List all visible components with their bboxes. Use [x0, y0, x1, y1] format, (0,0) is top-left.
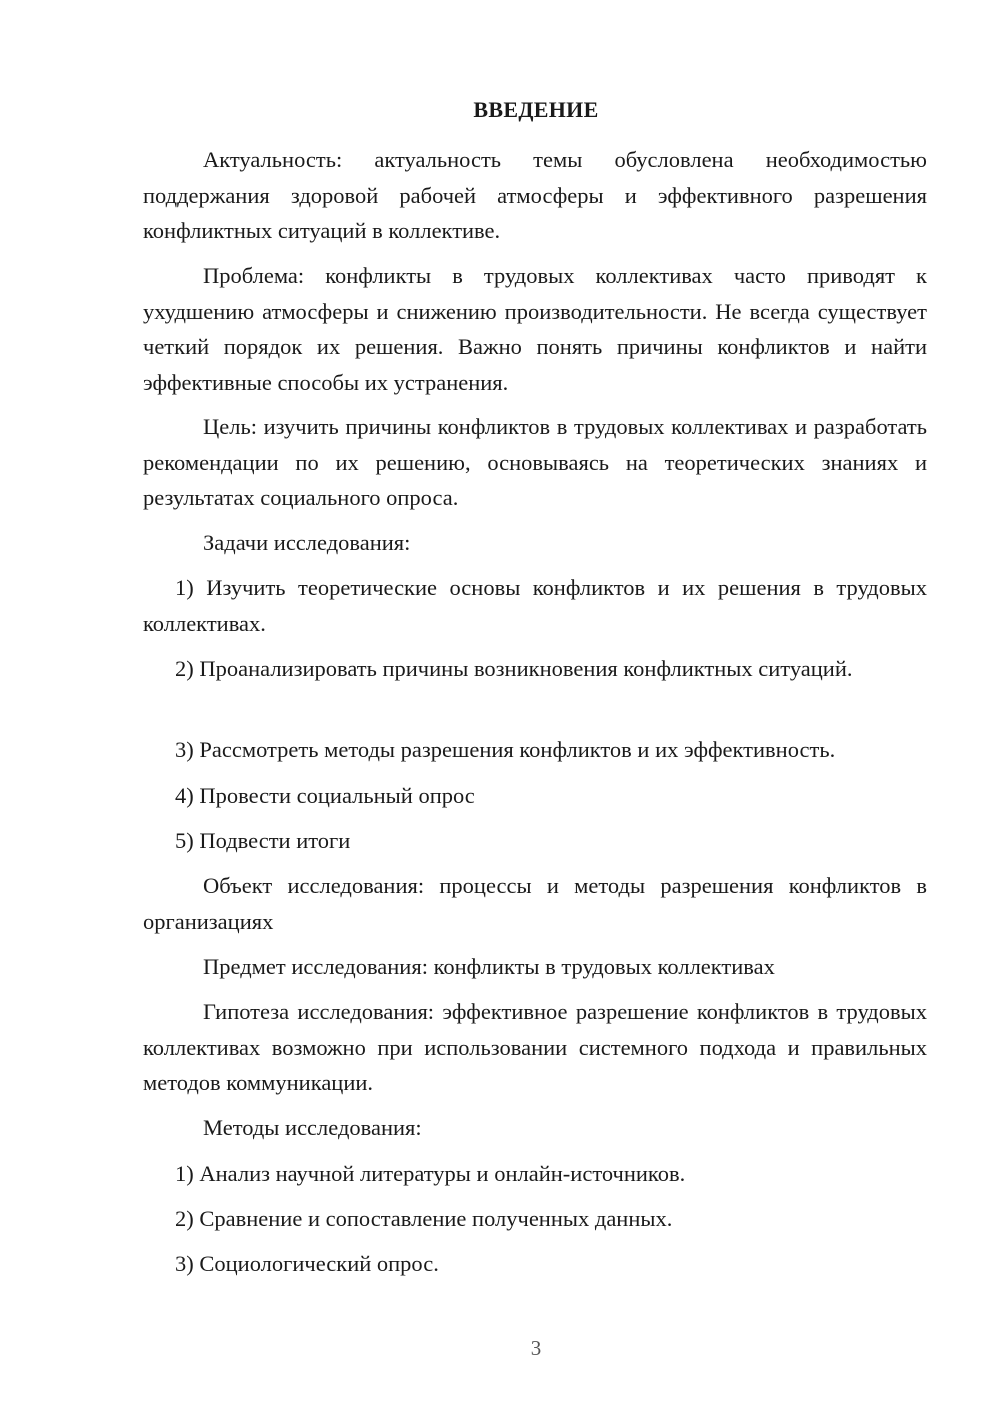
method-item-1: 1) Анализ научной литературы и онлайн-источников.	[175, 1161, 686, 1186]
hypothesis-paragraph: Гипотеза исследования: эффективное разрешение конфликтов в трудовых коллективах возможно при использовании системного подхода и правильных методов коммуникации.	[143, 999, 927, 1095]
task-item-2: 2) Проанализировать причины возникновения конфликтных ситуаций.	[175, 656, 853, 681]
goal-paragraph: Цель: изучить причины конфликтов в трудовых коллективах и разработать рекомендации по их решению, основываясь на теоретических знаниях и результатах социального опроса.	[143, 414, 927, 510]
method-item-2: 2) Сравнение и сопоставление полученных данных.	[175, 1206, 673, 1231]
task-item-3: 3) Рассмотреть методы разрешения конфликтов и их эффективность.	[175, 737, 836, 762]
subject-paragraph: Предмет исследования: конфликты в трудовых коллективах	[203, 954, 775, 979]
method-item-3: 3) Социологический опрос.	[175, 1251, 439, 1276]
task-item-4: 4) Провести социальный опрос	[175, 783, 475, 808]
object-paragraph: Объект исследования: процессы и методы разрешения конфликтов в организациях	[143, 873, 927, 934]
task-item-5: 5) Подвести итоги	[175, 828, 351, 853]
relevance-paragraph: Актуальность: актуальность темы обусловлена необходимостью поддержания здоровой рабочей атмосферы и эффективного разрешения конфликтных ситуаций в коллективе.	[143, 147, 927, 243]
methods-heading: Методы исследования:	[203, 1115, 422, 1140]
problem-paragraph: Проблема: конфликты в трудовых коллективах часто приводят к ухудшению атмосферы и снижению производительности. Не всегда существует четкий порядок их решения. Важно понять причины конфликтов и найти эффективные способы их устранения.	[143, 263, 927, 395]
task-item-1: 1) Изучить теоретические основы конфликтов и их решения в трудовых коллективах.	[143, 575, 927, 636]
page-number: 3	[530, 1336, 542, 1360]
section-title: ВВЕДЕНИЕ	[473, 97, 599, 122]
tasks-heading: Задачи исследования:	[203, 530, 411, 555]
